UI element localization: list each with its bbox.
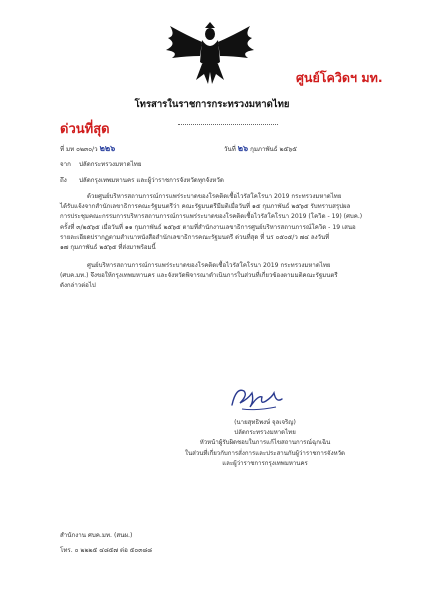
date-prefix: วันที่	[224, 146, 236, 153]
body-paragraph-2	[60, 261, 338, 292]
signer-title-2: หัวหน้าผู้รับผิดชอบในการแก้ไขสถานการณ์ฉุกเฉิน	[199, 439, 331, 447]
paragraph-line: ๑๗ กุมภาพันธ์ ๒๕๖๕ ที่ส่งมาพร้อมนี้	[60, 244, 156, 252]
urgency-label: ด่วนที่สุด	[60, 122, 110, 137]
footer-phone: โทร. ๐ ๒๒๒๕ ๔๘๕๗ ต่อ ๕๐๓๘๘	[60, 547, 152, 554]
document-number-handwritten: ๒๒๖	[99, 144, 116, 153]
document-type-title: โทรสารในราชการกระทรวงมหาดไทย	[134, 99, 290, 110]
paragraph-line: รายละเอียดปรากฏตามสำเนาหนังสือสำนักเลขาธิการคณะรัฐมนตรี ด่วนที่สุด ที่ นร ๐๕๐๕/ว ๗๔ ลงวันที่	[60, 233, 330, 241]
date-line	[224, 142, 297, 155]
document-number-line	[60, 142, 115, 155]
date-day-handwritten: ๒๖	[237, 144, 249, 153]
signer-title-4: และผู้ว่าราชการกรุงเทพมหานคร	[222, 459, 308, 467]
paragraph-line: ครั้งที่ ๓/๒๕๖๕ เมื่อวันที่ ๑๑ กุมภาพันธ์ ๒๕๖๕ ตามที่สำนักงานเลขาธิการศูนย์บริหารสถานการณ์โควิด - 19 เสนอ	[60, 223, 356, 231]
document-number-prefix: ที่ มท ๐๒๓๐/ว	[60, 146, 98, 153]
signer-title-1: ปลัดกระทรวงมหาดไทย	[234, 429, 296, 437]
from-value: ปลัดกระทรวงมหาดไทย	[79, 161, 142, 168]
footer-office: สำนักงาน ศบค.มท. (สนผ.)	[60, 532, 133, 539]
body-paragraph-1	[60, 192, 362, 253]
garuda-emblem-icon	[160, 22, 260, 86]
to-label: ถึง	[60, 177, 67, 184]
signature-block	[170, 418, 360, 469]
paragraph-line: ดังกล่าวต่อไป	[60, 282, 96, 290]
paragraph-line: ได้รับแจ้งจากสำนักเลขาธิการคณะรัฐมนตรีว่า คณะรัฐมนตรีมีมติเมื่อวันที่ ๑๕ กุมภาพันธ์ ๒๕๖๕ รับทราบสรุปผล	[60, 203, 351, 211]
to-value: ปลัดกรุงเทพมหานคร และผู้ว่าราชการจังหวัดทุกจังหวัด	[79, 177, 224, 184]
paragraph-line: ศูนย์บริหารสถานการณ์การแพร่ระบาดของโรคติดเชื้อไวรัสโคโรนา 2019 กระทรวงมหาดไทย	[87, 262, 331, 269]
signer-name: (นายสุทธิพงษ์ จุลเจริญ)	[234, 419, 296, 426]
stamp-text: ศูนย์โควิดฯ มท.	[296, 70, 383, 85]
signer-title-3: ในส่วนที่เกี่ยวกับการสั่งการและประสานกับผู้ว่าราชการจังหวัด	[184, 449, 346, 457]
paragraph-line: การประชุมคณะกรรมการบริหารสถานการณ์การแพร่ระบาดของโรคติดเชื้อไวรัสโคโรนา 2019 (โควิด - 19) (ศบค.)	[60, 213, 363, 221]
dotted-divider	[178, 124, 278, 125]
from-label: จาก	[60, 161, 71, 168]
paragraph-line: ด้วยศูนย์บริหารสถานการณ์การแพร่ระบาดของโรคติดเชื้อไวรัสโคโรนา 2019 กระทรวงมหาดไทย	[87, 193, 342, 200]
handwritten-signature	[226, 381, 288, 417]
date-rest: กุมภาพันธ์ ๒๕๖๕	[250, 146, 297, 153]
paragraph-line: (ศบค.มท.) จึงขอให้กรุงเทพมหานคร และจังหวัดพิจารณาดำเนินการในส่วนที่เกี่ยวข้องตามมติคณะรัฐมนตรี	[60, 272, 338, 280]
